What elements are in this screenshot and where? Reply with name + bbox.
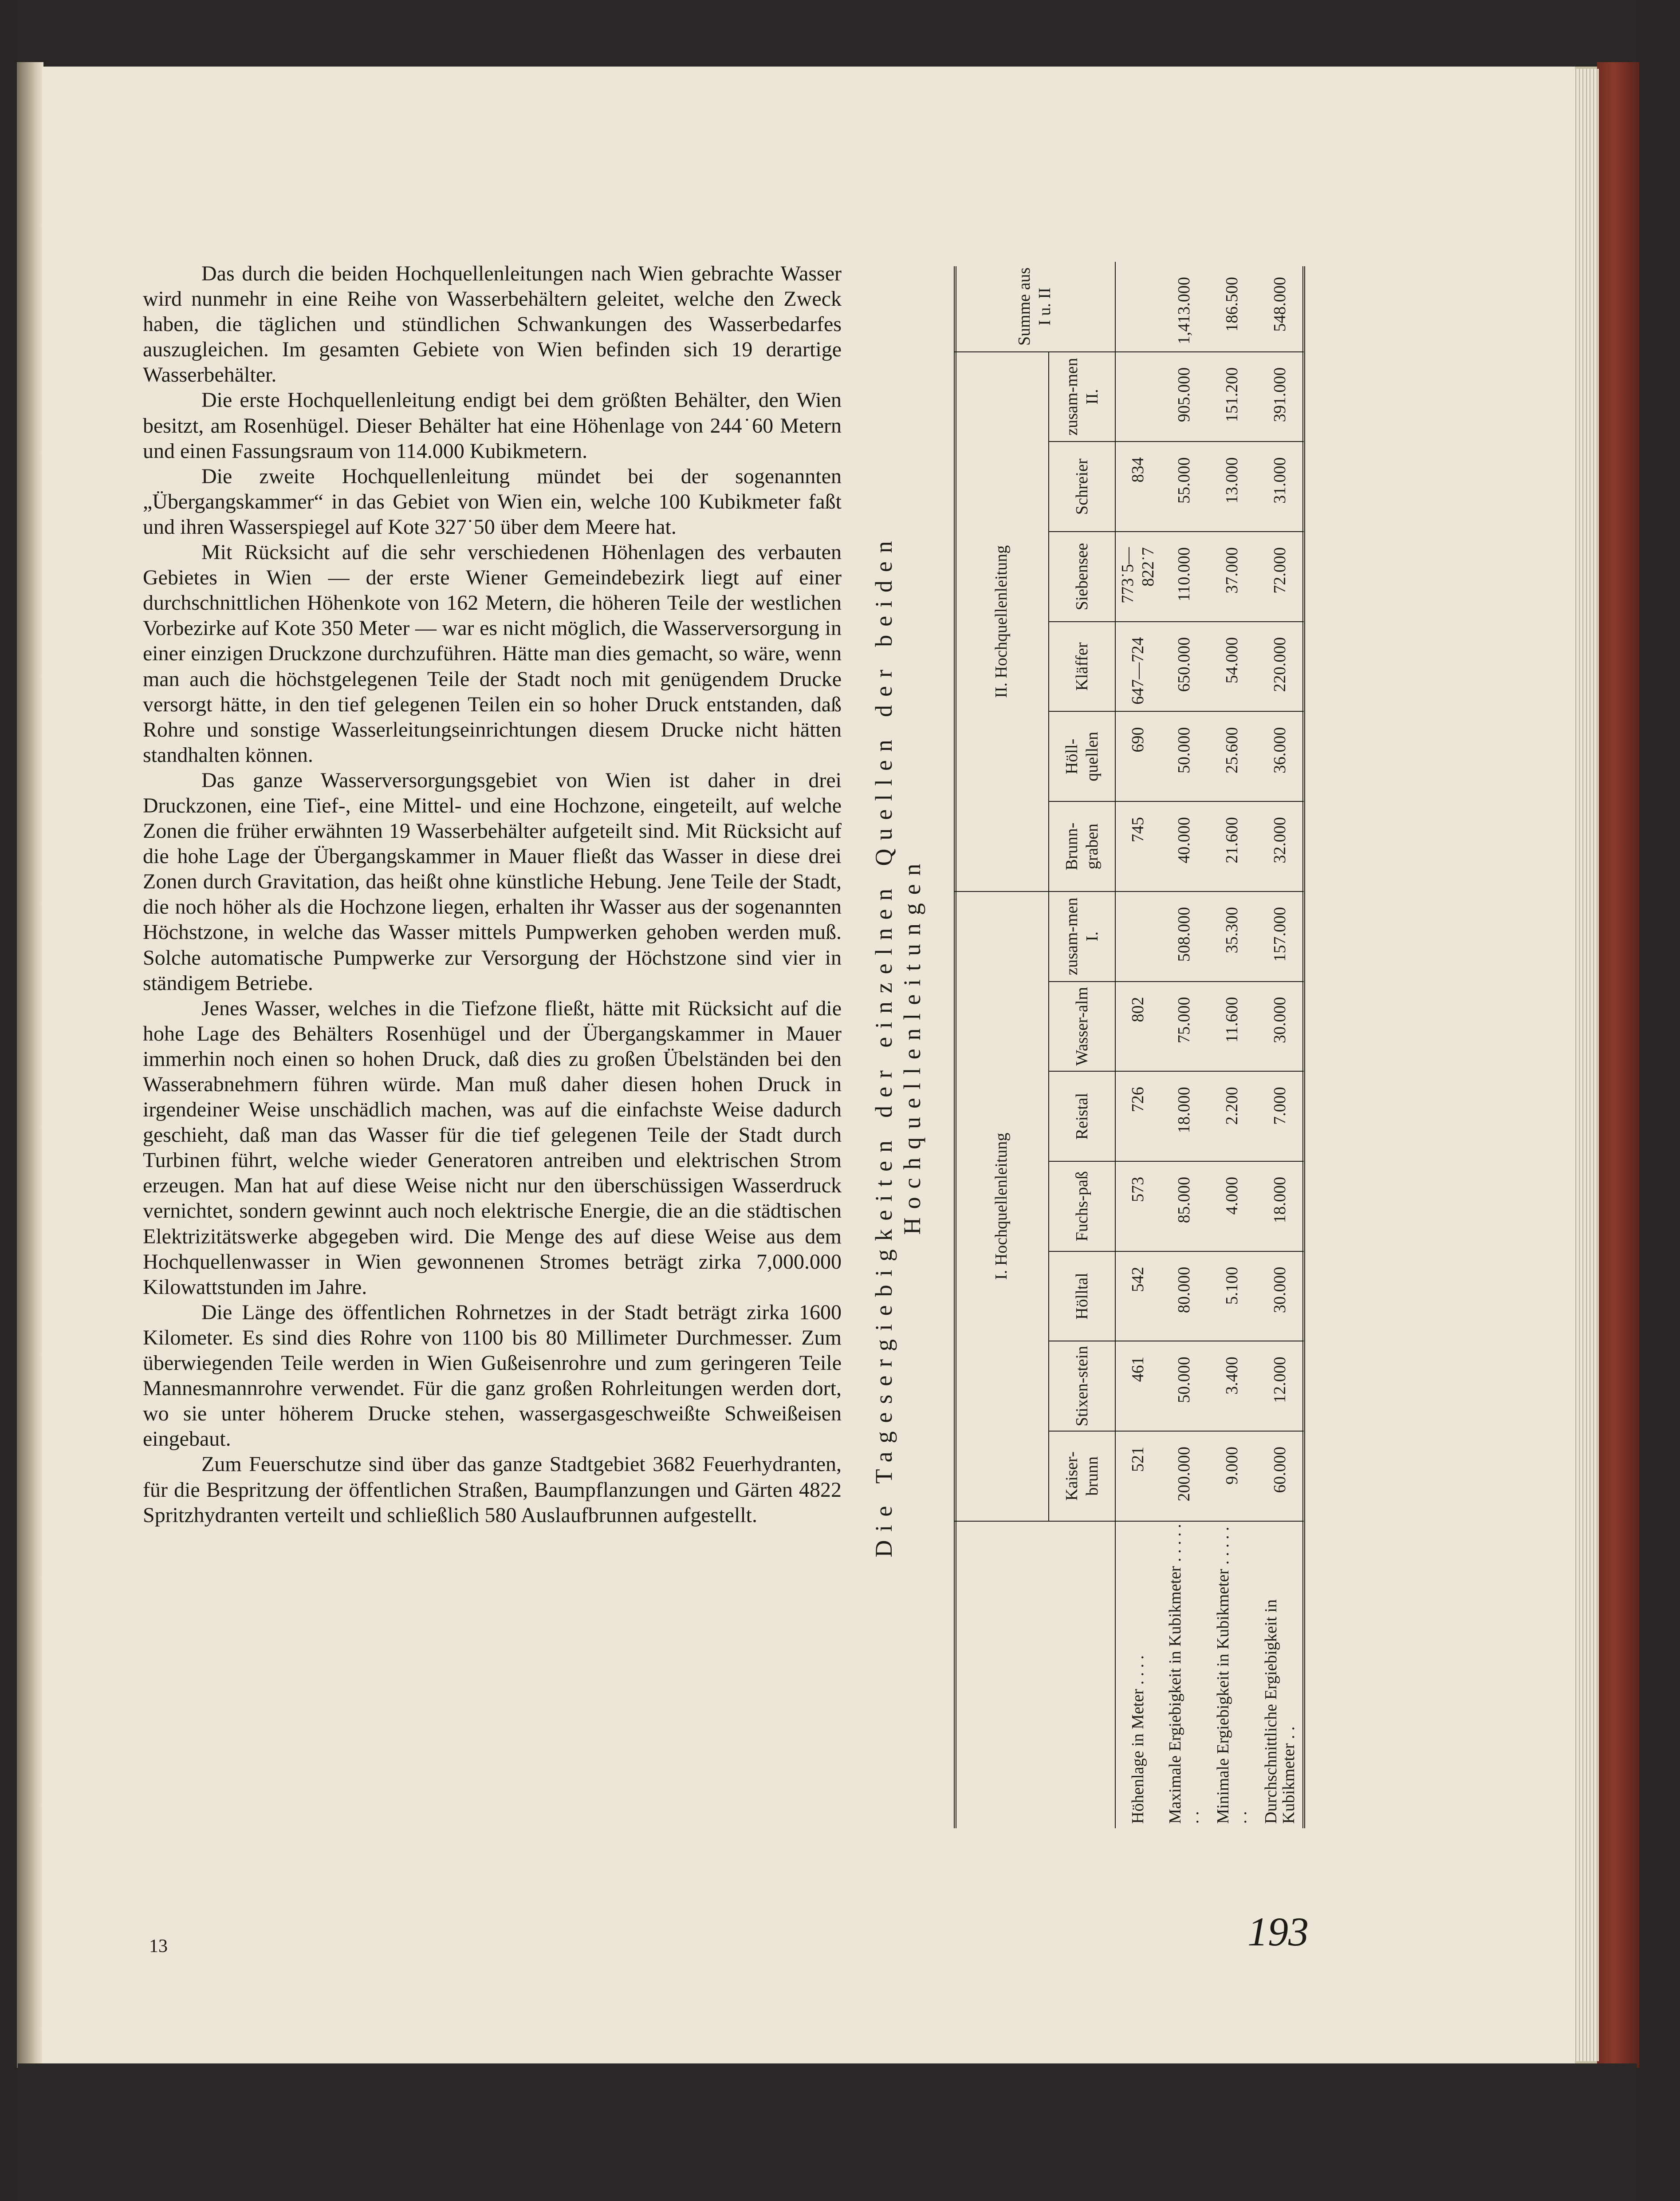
row-label: Durchschnittliche Ergiebigkeit in Kubikmeter . . bbox=[1262, 1599, 1298, 1824]
table-cell: 186.500 bbox=[1208, 262, 1256, 352]
column-header: Hölltal bbox=[1049, 1251, 1115, 1341]
table-cell: 773˙5—822˙7 bbox=[1115, 532, 1160, 622]
table-cell: 12.000 bbox=[1256, 1341, 1304, 1431]
scan-background-top bbox=[0, 0, 1680, 67]
body-paragraph: Mit Rücksicht auf die sehr verschiedenen Höhenlagen des verbauten Gebietes in Wien — der erste Wiener Gemeindebezirk liegt auf einer durchschnittlichen Höhenkote von 162 Metern, die höheren Teile der westlichen Vorbezirke auf Kote 350 Meter — war es nicht möglich, die Wasserversorgung in einer einzigen Druckzone durchzuführen. Hätte man dies gemacht, so wäre, wenn man auch die höchstgelegenen Teile der Stadt noch mit genügendem Drucke versorgt hätte, in den tief gelegenen Teilen ein so hoher Druck entstanden, daß Rohre und sonstige Wasserleitungseinrichtungen diesem Drucke nicht hätten standhalten können. bbox=[143, 540, 842, 767]
table-corner bbox=[954, 1521, 1115, 1828]
table-body bbox=[1115, 262, 1304, 1828]
table-title-line-2: Hochquellenleitungen bbox=[899, 855, 925, 1235]
table-cell: 151.200 bbox=[1208, 352, 1256, 442]
table-cell: 3.400 bbox=[1208, 1341, 1256, 1431]
table-cell: 54.000 bbox=[1208, 622, 1256, 712]
table-row bbox=[1208, 262, 1256, 1828]
table-title-line-1: Die Tagesergiebigkeiten der einzelnen Quellen der beiden bbox=[870, 532, 897, 1558]
table-cell: 690 bbox=[1115, 711, 1160, 801]
table-cell: 802 bbox=[1115, 982, 1160, 1072]
column-header: Höll-quellen bbox=[1049, 711, 1115, 801]
table-cell: 573 bbox=[1115, 1161, 1160, 1251]
table-cell: 50.000 bbox=[1160, 711, 1208, 801]
table-cell: 37.000 bbox=[1208, 532, 1256, 622]
table-cell: 391.000 bbox=[1256, 352, 1304, 442]
book-cover-edge bbox=[1597, 62, 1639, 2068]
table-cell: 1,413.000 bbox=[1160, 262, 1208, 352]
table-cell: 40.000 bbox=[1160, 801, 1208, 891]
table-cell: 220.000 bbox=[1256, 622, 1304, 712]
table-cell: 30.000 bbox=[1256, 1251, 1304, 1341]
table-cell: 75.000 bbox=[1160, 982, 1208, 1072]
table-cell: 4.000 bbox=[1208, 1161, 1256, 1251]
table-cell bbox=[1115, 262, 1160, 352]
table-cell: 18.000 bbox=[1256, 1161, 1304, 1251]
column-header: zusam-men II. bbox=[1049, 352, 1115, 442]
rotated-table-content bbox=[870, 262, 1313, 1828]
table-cell: 35.300 bbox=[1208, 891, 1256, 982]
scan-background-bottom bbox=[18, 2063, 1637, 2201]
table-cell: 72.000 bbox=[1256, 532, 1304, 622]
table-cell: 200.000 bbox=[1160, 1431, 1208, 1521]
table-cell bbox=[1115, 891, 1160, 982]
column-header: Brunn-graben bbox=[1049, 801, 1115, 891]
table-cell: 834 bbox=[1115, 442, 1160, 532]
table-cell: 21.600 bbox=[1208, 801, 1256, 891]
scan-background-left bbox=[0, 0, 18, 2201]
column-header: zusam-men I. bbox=[1049, 891, 1115, 982]
table-cell: 13.000 bbox=[1208, 442, 1256, 532]
table-cell: 5.100 bbox=[1208, 1251, 1256, 1341]
table-cell: 745 bbox=[1115, 801, 1160, 891]
column-header: Fuchs-paß bbox=[1049, 1161, 1115, 1251]
column-header: Reistal bbox=[1049, 1071, 1115, 1161]
table-cell: 726 bbox=[1115, 1071, 1160, 1161]
table-cell: 30.000 bbox=[1256, 982, 1304, 1072]
page-stack-edges bbox=[1574, 69, 1599, 2061]
column-header: Schreier bbox=[1049, 442, 1115, 532]
table-cell: 9.000 bbox=[1208, 1431, 1256, 1521]
table-cell: 508.000 bbox=[1160, 891, 1208, 982]
table-cell: 36.000 bbox=[1256, 711, 1304, 801]
table-cell: 647—724 bbox=[1115, 622, 1160, 712]
table-cell: 521 bbox=[1115, 1431, 1160, 1521]
row-label: Höhenlage in Meter . . . . bbox=[1129, 1655, 1147, 1824]
table-cell: 11.600 bbox=[1208, 982, 1256, 1072]
scan-background-right bbox=[1637, 0, 1680, 2201]
page-number: 193 bbox=[1247, 1909, 1309, 1954]
column-header: Kläffer bbox=[1049, 622, 1115, 712]
table-cell: 25.600 bbox=[1208, 711, 1256, 801]
table-cell: 60.000 bbox=[1256, 1431, 1304, 1521]
column-header: Stixen-stein bbox=[1049, 1341, 1115, 1431]
table-cell: 461 bbox=[1115, 1341, 1160, 1431]
table-cell: 110.000 bbox=[1160, 532, 1208, 622]
table-cell: 32.000 bbox=[1256, 801, 1304, 891]
table-cell bbox=[1115, 352, 1160, 442]
body-paragraph: Die zweite Hochquellenleitung mündet bei der sogenannten „Übergangskammer“ in das Gebiet von Wien ein, welche 100 Kubikmeter faßt und ihren Wasserspiegel auf Kote 327˙50 über dem Meere hat. bbox=[143, 464, 842, 539]
body-paragraph: Die Länge des öffentlichen Rohrnetzes in der Stadt beträgt zirka 1600 Kilometer. Es sind dies Rohre von 1100 bis 80 Millimeter Durchmesser. Zum überwiegenden Teile werden in Wien Gußeisenrohre und zum geringeren Teile Mannesmannrohre verwendet. Für die ganz großen Rohrleitungen werden dort, wo sie unter höherem Drucke stehen, wassergasgeschweißte Schweißeisen eingebaut. bbox=[143, 1300, 842, 1451]
column-header: Kaiser-brunn bbox=[1049, 1431, 1115, 1521]
table-cell: 7.000 bbox=[1256, 1071, 1304, 1161]
table-cell: 85.000 bbox=[1160, 1161, 1208, 1251]
table-cell: 2.200 bbox=[1208, 1071, 1256, 1161]
table-cell: 18.000 bbox=[1160, 1071, 1208, 1161]
table-title bbox=[870, 262, 926, 1828]
table-cell: 542 bbox=[1115, 1251, 1160, 1341]
row-label: Minimale Ergiebigkeit in Kubikmeter . . . . . . . bbox=[1214, 1526, 1250, 1824]
table-row bbox=[1256, 262, 1304, 1828]
signature-mark: 13 bbox=[149, 1936, 168, 1956]
rotated-table-block bbox=[870, 262, 1313, 1828]
table-cell: 905.000 bbox=[1160, 352, 1208, 442]
column-header: Wasser-alm bbox=[1049, 982, 1115, 1072]
table-row bbox=[1115, 262, 1160, 1828]
table-cell: 80.000 bbox=[1160, 1251, 1208, 1341]
body-paragraph: Das durch die beiden Hochquellenleitungen nach Wien gebrachte Wasser wird nunmehr in eine Reihe von Wasserbehältern geleitet, welche den Zweck haben, die täglichen und stündlichen Schwankungen des Wasserbedarfes auszugleichen. Im gesamten Gebiete von Wien befinden sich 19 derartige Wasserbehälter. bbox=[143, 262, 842, 387]
row-label: Maximale Ergiebigkeit in Kubikmeter . . . . . . . bbox=[1166, 1524, 1202, 1824]
body-text-column bbox=[143, 261, 842, 1528]
body-paragraph: Das ganze Wasserversorgungsgebiet von Wien ist daher in drei Druckzonen, eine Tief-, eine Mittel- und eine Hochzone, eingeteilt, auf welche Zonen die früher erwähnten 19 Wasserbehälter aufgeteilt sind. Mit Rücksicht auf die hohe Lage der Übergangskammer in Mauer fließt das Wasser in diese drei Zonen durch Gravitation, das heißt ohne künstliche Hebung. Jene Teile der Stadt, die noch höher als die Hochzone liegen, erhalten ihr Wasser aus der sogenannten Höchstzone, in welche das Wasser mittels Pumpwerken gehoben werden muß. Solche automatische Pumpwerke zur Versorgung der Höchstzone sind vier in ständigem Betriebe. bbox=[143, 768, 842, 995]
body-paragraph: Die erste Hochquellenleitung endigt bei dem größten Behälter, den Wien besitzt, am Rosenhügel. Dieser Behälter hat eine Höhenlage von 244˙60 Metern und einen Fassungsraum von 114.000 Kubikmetern. bbox=[143, 388, 842, 463]
group-header-second: II. Hochquellenleitung bbox=[954, 352, 1049, 891]
table-cell: 31.000 bbox=[1256, 442, 1304, 532]
column-header: Siebensee bbox=[1049, 532, 1115, 622]
table-cell: 55.000 bbox=[1160, 442, 1208, 532]
table-row bbox=[1160, 262, 1208, 1828]
column-header-total: Summe aus I u. II bbox=[954, 262, 1115, 352]
table-cell: 157.000 bbox=[1256, 891, 1304, 982]
table-cell: 548.000 bbox=[1256, 262, 1304, 352]
body-paragraph: Jenes Wasser, welches in die Tiefzone fließt, hätte mit Rücksicht auf die hohe Lage des Behälters Rosenhügel und der Übergangskammer in Mauer immerhin noch einen so hohen Druck, daß dies zu großen Übelständen bei den Wasserabnehmern führen würde. Man muß daher diesen hohen Druck in irgendeiner Weise unschädlich machen, was auf die einfachste Weise dadurch geschieht, daß man das Wasser für die tief gelegenen Teile der Stadt durch Turbinen führt, welche wieder Generatoren antreiben und elektrischen Strom erzeugen. Man hat auf diese Weise nicht nur den überschüssigen Wasserdruck vernichtet, sondern gewinnt auch noch elektrische Energie, die an die städtischen Elektrizitätswerke abgegeben wird. Die Menge des auf diese Weise aus dem Hochquellenwasser in Wien gewonnenen Stromes beträgt zirka 7,000.000 Kilowattstunden im Jahre. bbox=[143, 996, 842, 1299]
body-paragraph: Zum Feuerschutze sind über das ganze Stadtgebiet 3682 Feuerhydranten, für die Bespritzung der öffentlichen Straßen, Baumpflanzungen und Gärten 4822 Spritzhydranten verteilt und schließlich 580 Auslaufbrunnen aufgestellt. bbox=[143, 1452, 842, 1527]
group-header-first: I. Hochquellenleitung bbox=[954, 891, 1049, 1521]
springs-yield-table bbox=[954, 262, 1304, 1828]
table-cell: 50.000 bbox=[1160, 1341, 1208, 1431]
book-gutter bbox=[17, 62, 43, 2068]
table-cell: 650.000 bbox=[1160, 622, 1208, 712]
